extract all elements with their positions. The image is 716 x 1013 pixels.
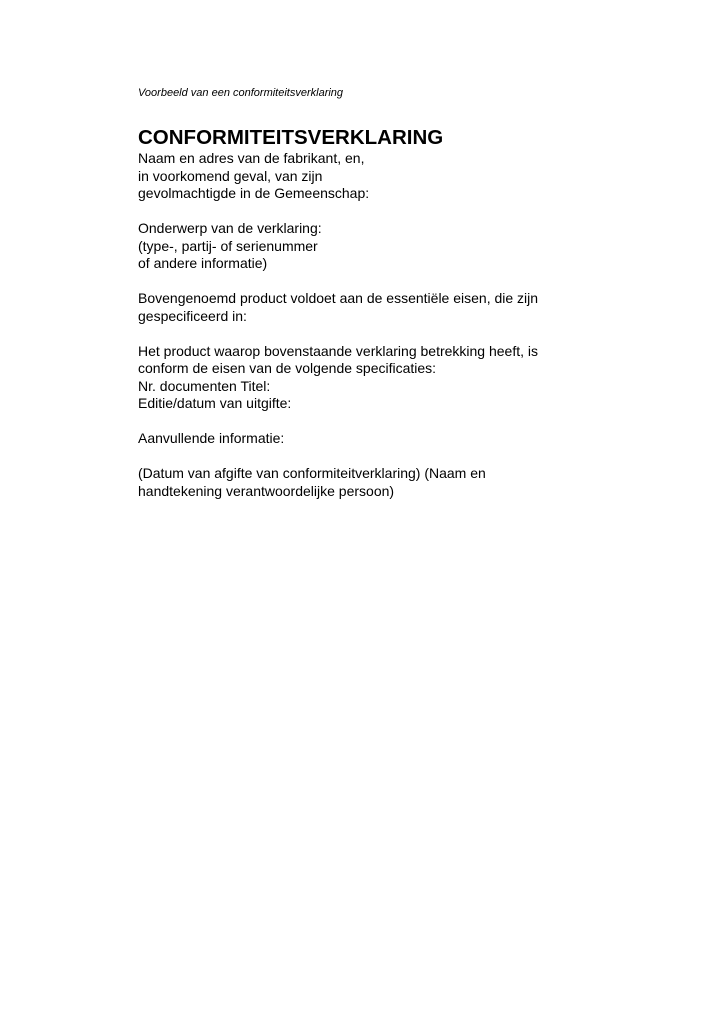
text-line: Het product waarop bovenstaande verklaring betrekking heeft, is [138,342,539,359]
text-line: Naam en adres van de fabrikant, en, [138,150,365,166]
paragraph-spacer [138,273,658,291]
text-line: (type-, partij- of serienummer [138,237,318,254]
paragraph-spacer [138,203,658,221]
paragraph-spacer [138,325,658,343]
paragraph-spacer [138,413,658,431]
text-line: handtekening verantwoordelijke persoon) [138,482,395,499]
text-line: Onderwerp van de verklaring: [138,220,322,236]
text-line: Aanvullende informatie: [138,430,285,446]
text-line: conform de eisen van de volgende specificaties: [138,360,437,376]
text-line: gespecificeerd in: [138,307,247,324]
paragraph-spacer [138,448,658,466]
paragraph-subject [138,220,658,273]
text-line: (Datum van afgifte van conformiteitverklaring) (Naam en [138,465,486,481]
paragraph-additional-info [138,430,658,448]
text-line: Nr. documenten Titel: [138,377,271,394]
header-note: Voorbeeld van een conformiteitsverklaring [138,87,344,99]
paragraph-specifications [138,343,658,413]
paragraph-requirements [138,290,658,325]
text-line: of andere informatie) [138,255,268,271]
text-line: in voorkomend geval, van zijn [138,167,323,184]
paragraph-manufacturer [138,150,658,203]
text-line: gevolmachtigde in de Gemeenschap: [138,185,370,201]
document-body [138,126,658,500]
text-line: Editie/datum van uitgifte: [138,395,292,411]
document-title: CONFORMITEITSVERKLARING [138,126,444,149]
paragraph-signature [138,465,658,500]
text-line: Bovengenoemd product voldoet aan de essentiële eisen, die zijn [138,290,539,306]
